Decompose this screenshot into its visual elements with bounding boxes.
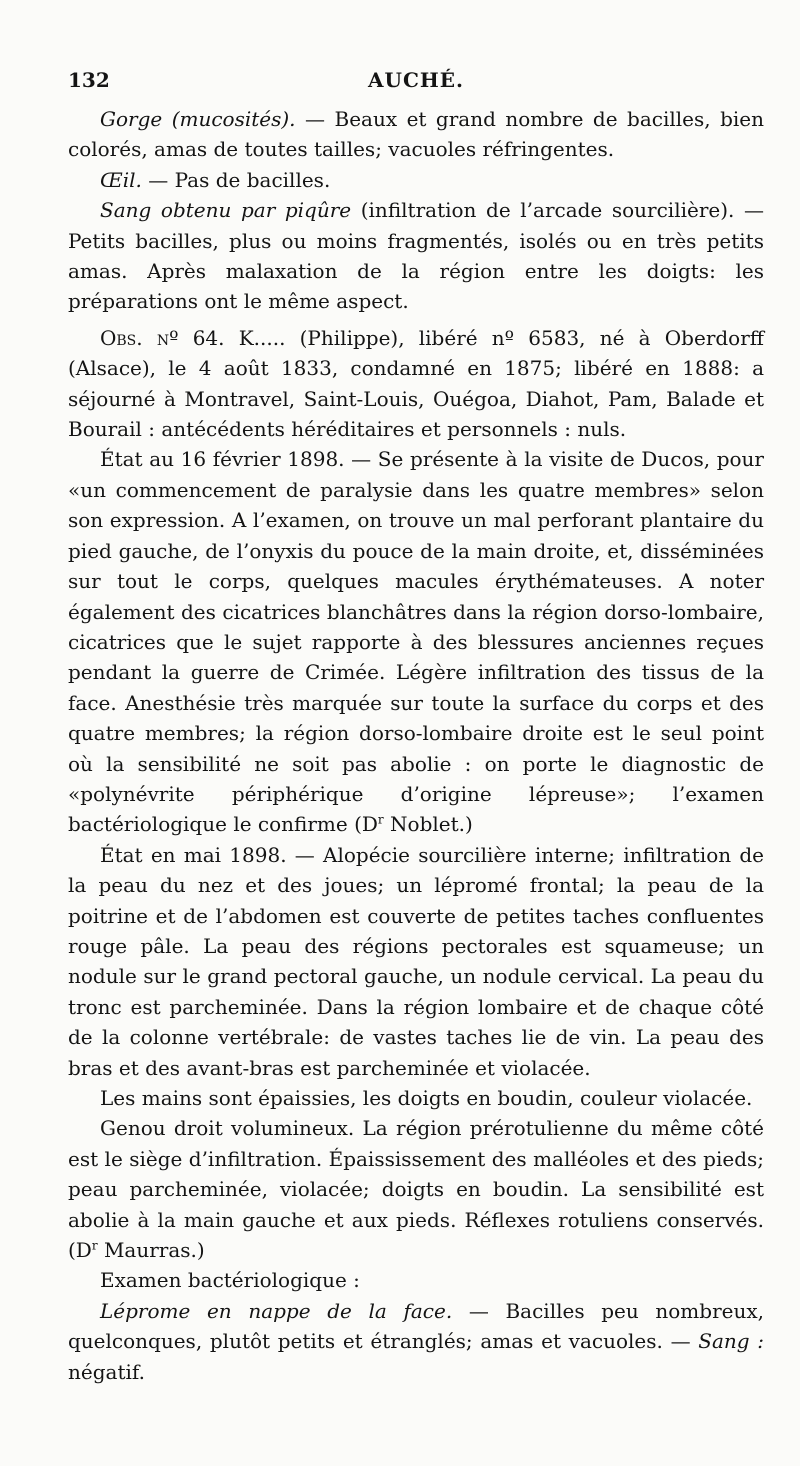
gorge-label: Gorge (mucosités). [100, 107, 296, 131]
observation-text: K..... (Philippe), libéré nº 6583, né à Oberdorff (Alsace), le 4 août 1833, condamné en 1875; libéré en 1888: a séjourné à Montravel, Saint-Louis, Ouégoa, Diahot, Pam, Balade et Bourail : antécédents héréditaires et personnels : nuls. [68, 325, 764, 442]
running-head: AUCHÉ. [368, 68, 464, 92]
paragraph-leprome [68, 1296, 764, 1387]
leprome-text: — Bacilles peu nombreux, quelconques, plutôt petits et étranglés; amas et vacuoles. — [68, 1298, 764, 1354]
etat-fevrier-text: État au 16 février 1898. — Se présente à la visite de Ducos, pour «un commencement de paralysie dans les quatre membres» selon son expression. A l’examen, on trouve un mal perforant plantaire du pied gauche, de l’onyxis du pouce de la main droite, et, disséminées sur tout le corps, quelques macules érythémateuses. A noter également des cicatrices blanchâtres dans la région dorso-lombaire, cicatrices que le sujet rapporte à des blessures anciennes reçues pendant la guerre de Crimée. Légère infiltration des tissus de la face. Anesthésie très marquée sur toute la surface du corps et des quatre membres; la région dorso-lombaire droite est le seul point où la sensibilité ne soit pas abolie : on porte le diagnostic de «polynévrite périphérique d’origine lépreuse»; l’examen bactériologique le confirme (D [68, 447, 764, 837]
paragraph-etat-fevrier [68, 444, 764, 839]
paragraph-observation [68, 323, 764, 445]
page-body [68, 104, 764, 1387]
examen-text: Examen bactériologique : [100, 1268, 360, 1293]
genou-sup: r [91, 1238, 98, 1253]
gorge-text: — Beaux et grand nombre de bacilles, bien colorés, amas de toutes tailles; vacuoles réfringentes. [68, 107, 764, 162]
page-number: 132 [68, 68, 110, 92]
oeil-text: — Pas de bacilles. [141, 167, 331, 192]
etat-mai-text: État en mai 1898. — Alopécie sourcilière interne; infiltration de la peau du nez et des joues; un lépromé frontal; la peau de la poitrine et de l’abdomen est couverte de petites taches confluentes rouge pâle. La peau des régions pectorales est squameuse; un nodule sur le grand pectoral gauche, un nodule cervical. La peau du tronc est parcheminée. Dans la région lombaire et de chaque côté de la colonne vertébrale: de vastes taches lie de vin. La peau des bras et des avant-bras est parcheminée et violacée. [68, 842, 764, 1080]
paragraph-sang [68, 195, 764, 317]
observation-label: Obs. nº 64. [100, 325, 225, 350]
paragraph-examen [68, 1265, 764, 1295]
sang-label: Sang obtenu par piqûre [100, 198, 352, 223]
paragraph-oeil [68, 165, 764, 195]
sang-text: (infiltration de l’arcade sourcilière). — Petits bacilles, plus ou moins fragmentés, isolés ou en très petits amas. Après malaxation de la région entre les doigts: les préparations ont le même aspect. [68, 198, 764, 314]
paragraph-genou [68, 1113, 764, 1265]
mains-text: Les mains sont épaissies, les doigts en boudin, couleur violacée. [100, 1086, 753, 1110]
genou-tail: Maurras.) [97, 1238, 205, 1263]
leprome-label: Léprome en nappe de la face. [100, 1298, 453, 1323]
leprome-label-sang: Sang : [698, 1329, 765, 1354]
leprome-tail: négatif. [68, 1359, 145, 1384]
paragraph-etat-mai [68, 840, 764, 1083]
etat-fevrier-tail: Noblet.) [383, 812, 473, 837]
paragraph-mains [68, 1083, 764, 1113]
page-header [68, 68, 764, 104]
etat-fevrier-sup: r [377, 812, 384, 827]
genou-text: Genou droit volumineux. La région prérotulienne du même côté est le siège d’infiltration. Épaississement des malléoles et des pieds; peau parcheminée, violacée; doigts en boudin. La sensibilité est abolie à la main gauche et aux pieds. Réflexes rotuliens conservés. (D [68, 1116, 764, 1263]
paragraph-gorge [68, 104, 764, 165]
oeil-label: Œil. [100, 167, 142, 192]
